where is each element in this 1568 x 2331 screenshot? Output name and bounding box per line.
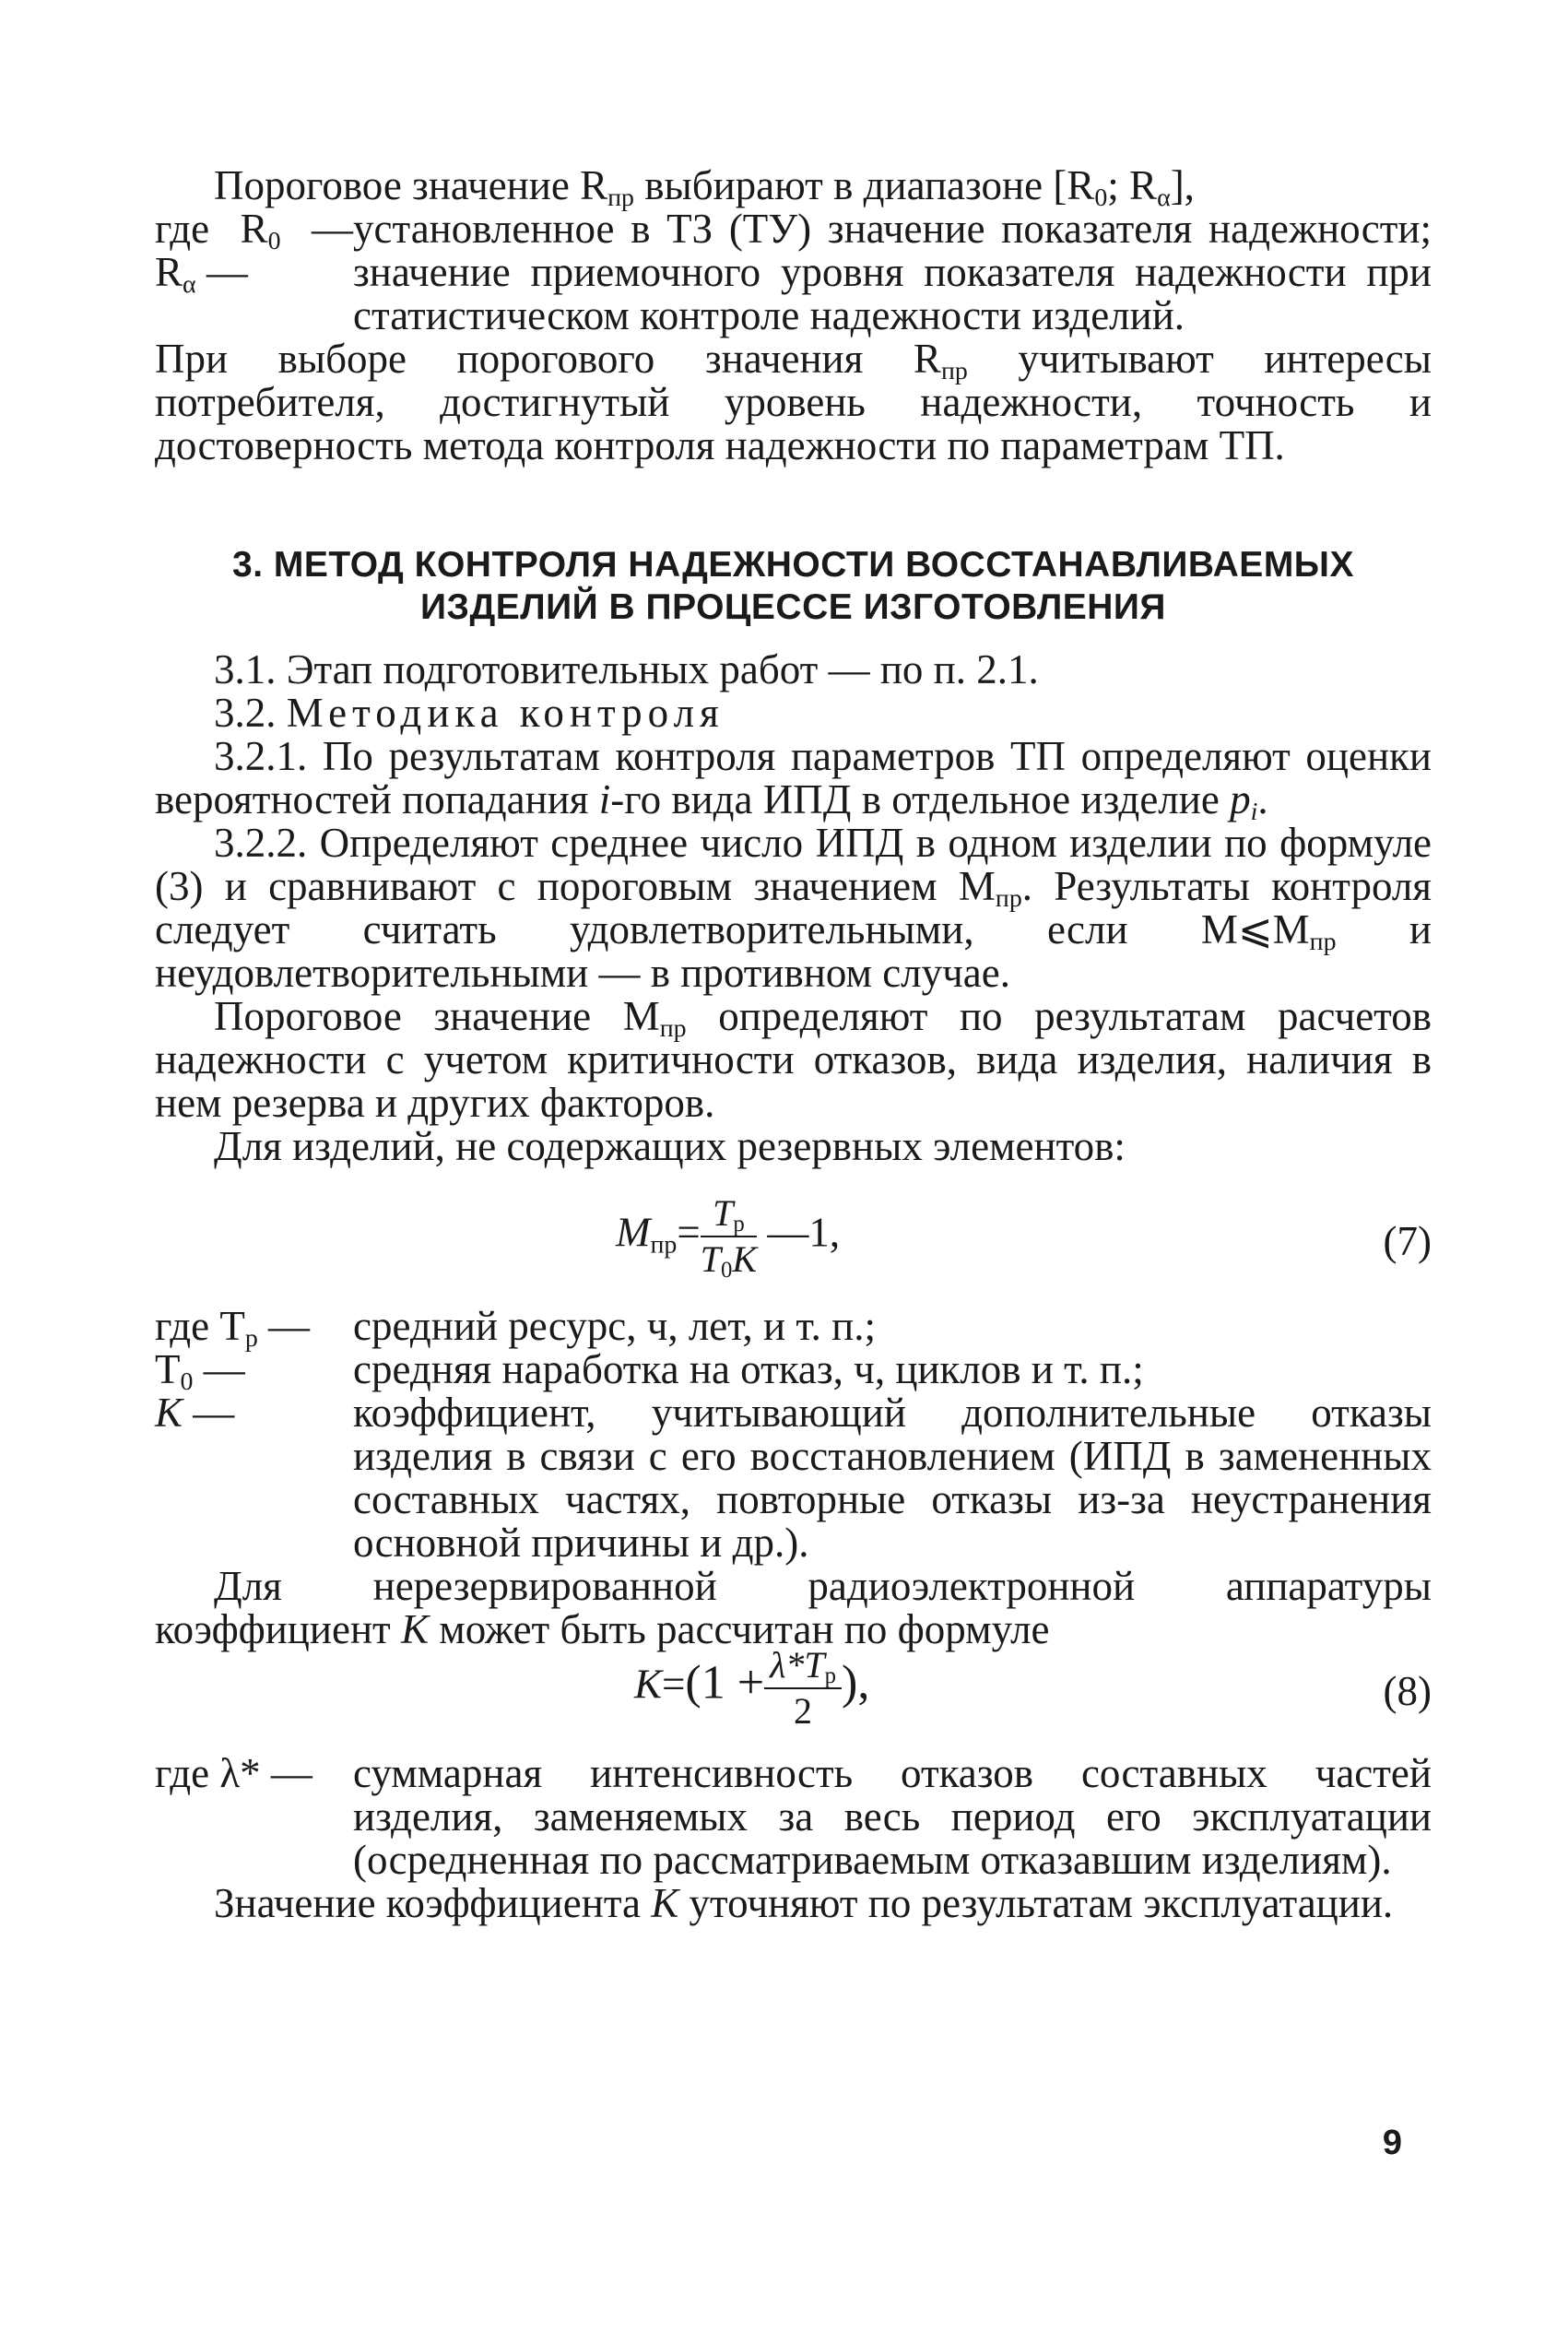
- paragraph-threshold-choice: При выборе порогового значения $R_{пр}$ учитывают интересы потребителя, достигнутый уровень надежности, точность и достоверность метода контроля надежности по параметрам ТП.: [155, 336, 1432, 468]
- paragraph-3-2: 3.2. Методика контроля: [214, 690, 725, 736]
- formula-7-definitions: [155, 1305, 1432, 1651]
- equation-number-8: (8): [1383, 1668, 1432, 1714]
- definition-term-t0: $T_0$ —: [155, 1346, 245, 1396]
- definition-term-tr: где $T_р$ —: [155, 1303, 311, 1353]
- definition-term-lambda: где λ* —: [155, 1750, 312, 1796]
- definition-k: K — коэффициент, учитывающий дополнительные отказы изделия в связи с его восстановлением (ИПД в замененных составных частях, повторные отказы из-за неустранения основной причины и др.).: [155, 1390, 1432, 1566]
- definition-term-r0: где $R_0$ —: [155, 206, 353, 255]
- section-3-body: [155, 648, 1432, 1168]
- paragraph-threshold-r: Пороговое значение $R_{пр}$ выбирают в диапазоне [$R_0$; $R_\alpha$],: [214, 162, 1195, 212]
- section-heading-line-1: 3. МЕТОД КОНТРОЛЯ НАДЕЖНОСТИ ВОССТАНАВЛИВАЕМЫХ: [232, 545, 1354, 585]
- formula-8: K=(1 + $\frac{\lambda*T_р}{2}$ ),: [634, 1644, 870, 1732]
- paragraph-no-reserve: Для изделий, не содержащих резервных элементов:: [214, 1123, 1126, 1169]
- threshold-r-block: [155, 164, 1432, 467]
- definition-term-ralpha: $R_\alpha$ —: [155, 249, 248, 299]
- formula-8-definitions: [155, 1752, 1432, 1925]
- definition-ralpha: $R_\alpha$ — значение приемочного уровня показателя надежности при статистическом контроле надежности изделий.: [155, 249, 1432, 338]
- paragraph-3-1: 3.1. Этап подготовительных работ — по п. 2.1.: [214, 646, 1039, 692]
- paragraph-threshold-m: Пороговое значение $M_{пр}$ определяют по результатам расчетов надежности с учетом критичности отказов, вида изделия, наличия в нем резерва и других факторов.: [155, 993, 1432, 1126]
- paragraph-3-2-1: 3.2.1. По результатам контроля параметров ТП определяют оценки вероятностей попадания i-го вида ИПД в отдельное изделие $p_i$.: [155, 733, 1432, 826]
- paragraph-k-formula-intro: Для нерезервированной радиоэлектронной аппаратуры коэффициент K может быть рассчитан по формуле: [155, 1563, 1432, 1652]
- page-number: 9: [1382, 2124, 1402, 2162]
- formula-7-fraction: $\frac{T_р}{T_0K}$: [700, 1192, 758, 1284]
- definition-lambda: где λ* — суммарная интенсивность отказов составных частей изделия, заменяемых за весь период его эксплуатации (осредненная по рассматриваемым отказавшим изделиям).: [155, 1750, 1432, 1883]
- paragraph-k-refinement: Значение коэффициента K уточняют по результатам эксплуатации.: [214, 1880, 1394, 1926]
- formula-8-fraction: $\frac{\lambda*T_р}{2}$: [764, 1643, 842, 1733]
- formula-7: $M_{пр}=$ $\frac{T_р}{T_0K}$ —1,: [616, 1192, 841, 1284]
- section-heading: [155, 544, 1432, 629]
- definition-term-k: K —: [155, 1390, 235, 1436]
- definition-tr: где $T_р$ — средний ресурс, ч, лет, и т. п.;: [155, 1303, 876, 1353]
- definition-r0: где $R_0$ — установленное в ТЗ (ТУ) значение показателя надежности;: [155, 206, 1432, 255]
- paragraph-3-2-2: 3.2.2. Определяют среднее число ИПД в одном изделии по формуле (3) и сравнивают с пороговым значением $M_{пр}$. Результаты контроля следует считать удовлетворительными, если $M⩽M_{пр}$ и неудовлетворительными — в противном случае.: [155, 820, 1432, 996]
- definition-t0: $T_0$ — средняя наработка на отказ, ч, циклов и т. п.;: [155, 1346, 1144, 1396]
- equation-number-7: (7): [1383, 1218, 1432, 1264]
- section-heading-line-2: ИЗДЕЛИЙ В ПРОЦЕССЕ ИЗГОТОВЛЕНИЯ: [420, 587, 1166, 627]
